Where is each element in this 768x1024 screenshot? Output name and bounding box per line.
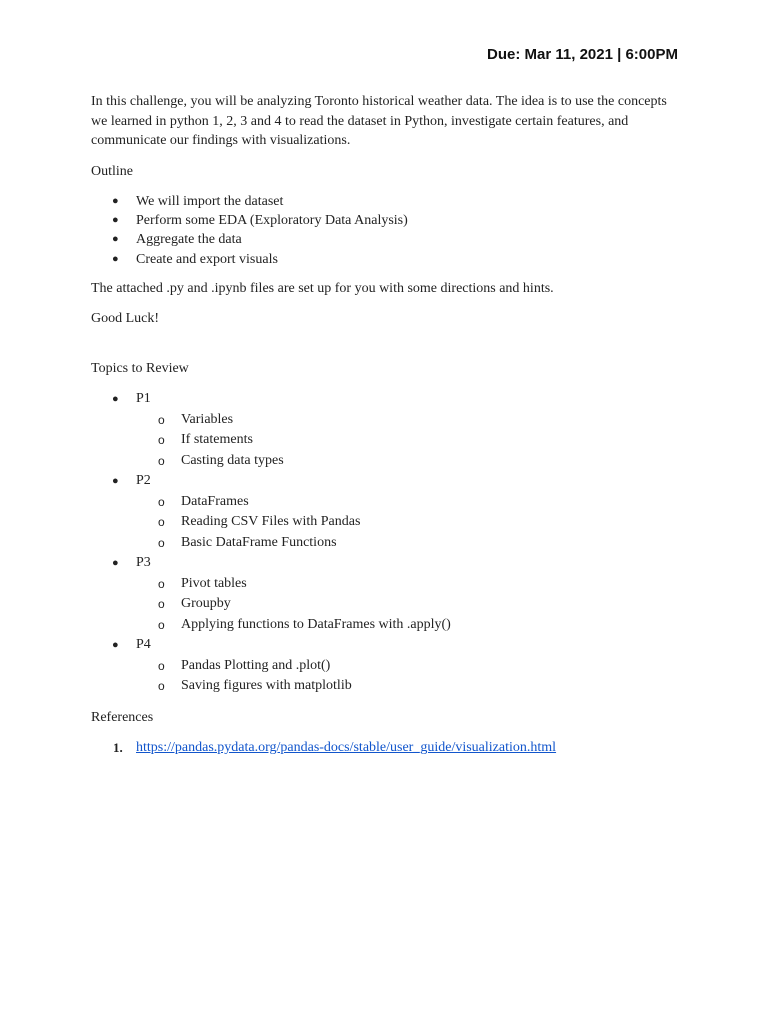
list-item: o Casting data types [91, 451, 681, 472]
topic-sublist [91, 492, 681, 554]
attached-note: The attached .py and .ipynb files are set up for you with some directions and hints. [91, 280, 554, 296]
list-item: o Reading CSV Files with Pandas [91, 512, 681, 533]
topic-sublist [91, 410, 681, 472]
topic-label: ● P4 [91, 635, 681, 656]
reference-item [91, 738, 681, 758]
topic-sublist [91, 656, 681, 697]
document-body [91, 92, 681, 758]
topic-group [91, 389, 681, 471]
list-item: o If statements [91, 430, 681, 451]
list-item: ● Aggregate the data [91, 230, 681, 249]
topic-group [91, 553, 681, 635]
reference-number: 1. [113, 740, 123, 756]
due-date: Due: Mar 11, 2021 | 6:00PM [487, 46, 678, 63]
list-item: o DataFrames [91, 492, 681, 513]
topic-label: ● P3 [91, 553, 681, 574]
list-item: ● Create and export visuals [91, 250, 681, 269]
topics-heading: Topics to Review [91, 360, 189, 376]
topic-sublist [91, 574, 681, 636]
blank-line [91, 340, 681, 359]
list-item: o Pivot tables [91, 574, 681, 595]
list-item: o Variables [91, 410, 681, 431]
reference-link[interactable]: https://pandas.pydata.org/pandas-docs/stable/user_guide/visualization.html [136, 740, 557, 756]
topic-group [91, 471, 681, 553]
topic-label: ● P2 [91, 471, 681, 492]
list-item: o Groupby [91, 594, 681, 615]
references-heading: References [91, 709, 154, 725]
list-item: ● Perform some EDA (Exploratory Data Analysis) [91, 211, 681, 230]
closing-text: Good Luck! [91, 311, 160, 327]
list-item: o Basic DataFrame Functions [91, 533, 681, 554]
list-item: o Applying functions to DataFrames with .apply() [91, 615, 681, 636]
references-list [91, 738, 681, 758]
topic-label: ● P1 [91, 389, 681, 410]
list-item: o Pandas Plotting and .plot() [91, 656, 681, 677]
list-item: ● We will import the dataset [91, 192, 681, 211]
topics-list [91, 389, 681, 697]
list-item: o Saving figures with matplotlib [91, 676, 681, 697]
topic-group [91, 635, 681, 697]
outline-heading: Outline [91, 163, 133, 179]
outline-list [91, 192, 681, 269]
intro-paragraph: In this challenge, you will be analyzing Toronto historical weather data. The idea is to use the concepts we learned in python 1, 2, 3 and 4 to read the dataset in Python, investigate certain features, and communicate our findings with visualizations. [91, 94, 667, 148]
